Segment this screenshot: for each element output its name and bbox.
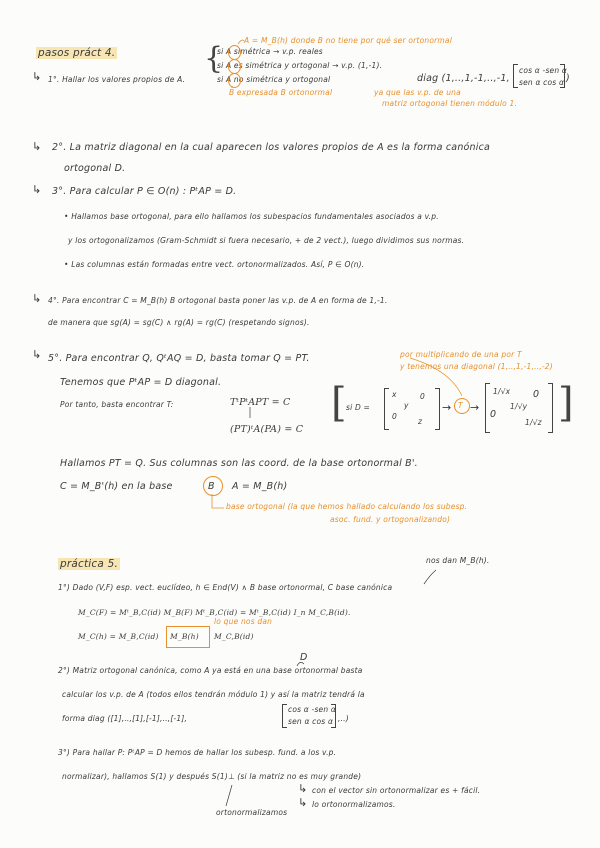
t-label: T [458,401,463,410]
note-left: B expresada B ortonormal [229,88,333,97]
note-top: A = M_B(h) donde B no tiene por qué ser ortonormal [244,36,452,45]
item2c-text: forma diag ([1],..,[1],[-1],..,[-1], [62,714,188,723]
case2-text: si A es simétrica y ortogonal → v.p. (1,-1). [217,61,383,70]
item2f-text: ,..) [338,714,349,723]
si-d-text: si D = [346,403,371,412]
t-m1: 1/√x [493,387,511,396]
step5b-text: Tenemos que PᵗAP = D diagonal. [60,377,222,388]
d-zero-a: 0 [392,412,397,421]
note3c-text: ortonormalizamos [216,808,288,817]
arrow-icon: ↳ [32,348,42,361]
item2e-text: sen α cos α [288,717,334,726]
t-zero-b: 0 [533,389,540,400]
rot-row1: cos α -sen α [519,66,568,75]
arrow-right-icon: → [442,401,452,414]
item2a-text: 2°) Matriz ortogonal canónica, como A ya está en una base ortonormal basta [58,666,363,675]
note-right1: ya que las v.p. de una [374,88,461,97]
note3b-text: lo ortonormalizamos. [312,800,396,809]
note-dan: lo que nos dan [214,617,273,626]
arrow-icon: ↳ [298,796,308,809]
d-x: x [392,390,397,399]
bullet2-text: • Las columnas están formadas entre vect. ortonormalizados. Así, P ∈ O(n). [64,260,365,269]
rot-row2: sen α cos α [519,78,565,87]
case3-text: si A no simétrica y ortogonal [217,75,331,84]
note3a-text: con el vector sin ortonormalizar es + fácil. [312,786,481,795]
pasos-heading: pasos práct 4. [38,47,116,59]
f1-text: M_C(F) = Mᵗ_B,C(id) M_B(F) Mᵗ_B,C(id) = Mᵗ_B,C(id) I_n M_C,B(id). [78,608,351,617]
d-z: z [418,417,423,426]
d-zero-b: 0 [420,392,425,401]
diag-text: diag (1,..,1,-1,..,-1, [417,73,510,84]
step1-text: 1°. Hallar los valores propios de A. [48,75,186,84]
eq-b-text: B [208,481,215,492]
d-y: y [404,401,409,410]
item1-text: 1°) Dado (V,F) esp. vect. euclídeo, h ∈ End(V) ∧ B base ortonormal, C base canónica [58,583,393,592]
case1-text: si A simétrica → v.p. reales [217,47,323,56]
arrow-icon: ↳ [32,183,42,196]
item2d-text: cos α -sen α [288,705,337,714]
f2c-text: M_C,B(id) [214,632,254,641]
t-zero-a: 0 [490,409,497,420]
bullet1a-text: • Hallamos base ortogonal, para ello hallamos los subespacios fundamentales asociados a v.p. [64,212,439,221]
left-brace-icon: { [204,41,224,76]
arrow-icon: ↳ [32,140,42,153]
note-right2: matriz ortogonal tienen módulo 1. [382,99,518,108]
t-m2: 1/√y [510,402,528,411]
f2b-text: M_B(h) [170,632,199,641]
arrow-icon: ↳ [32,70,42,83]
step3-text: 3°. Para calcular P ∈ O(n) : PᵗAP = D. [52,186,237,197]
arrow-icon: ↳ [32,292,42,305]
eq-c-text: C = M_B'(h) en la base [60,481,173,492]
eq-pt-text: Hallamos PT = Q. Sus columnas son las coord. de la base ortonormal B'. [60,458,418,469]
step2-text: 2°. La matriz diagonal en la cual aparecen los valores propios de A es la forma canónica [52,142,491,153]
d-label: D [300,652,308,663]
f2a-text: M_C(h) = M_B,C(id) [78,632,159,641]
bullet1b-text: y los ortogonalizamos (Gram-Schmidt si fuera necesario, + de 2 vect.), luego dividimos sus normas. [68,236,465,245]
step5c-text: Por tanto, basta encontrar T: [60,400,174,409]
step4b-text: de manera que sg(A) = sg(C) ∧ rg(A) = rg(C) (respetando signos). [48,318,310,327]
arrow-right-icon: → [470,401,480,414]
eq1-text: TᵗPᵗAPT = C [230,397,291,408]
rot-close: ) [566,73,570,84]
note5a-text: por multiplicando de una por T [400,350,522,359]
note5b-text: y tenemos una diagonal (1,..,1,-1,..,-2) [400,362,553,371]
eq2-text: (PT)ᵗA(PA) = C [230,424,304,435]
note-mb: nos dan M_B(h). [426,556,490,565]
right-bracket-icon: ] [558,380,574,426]
step5-text: 5°. Para encontrar Q, QᵗAQ = D, basta tomar Q = PT. [48,353,310,364]
note-base2: asoc. fund. y ortogonalizando) [330,515,451,524]
eq-a-text: A = M_B(h) [232,481,288,492]
item3b-text: normalizar), hallamos S(1) y después S(1)⊥ (si la matriz no es muy grande) [62,772,362,781]
step4a-text: 4°. Para encontrar C = M_B(h) B ortogonal basta poner las v.p. de A en forma de 1,-1. [48,296,388,305]
t-m3: 1/√z [525,418,542,427]
step2b-text: ortogonal D. [64,163,126,174]
item2b-text: calcular los v.p. de A (todos ellos tendrán módulo 1) y así la matriz tendrá la [62,690,365,699]
item3a-text: 3°) Para hallar P: PᵗAP = D hemos de hallar los subesp. fund. a los v.p. [58,748,337,757]
note-base1: base ortogonal (la que hemos hallado calculando los subesp. [226,502,468,511]
left-bracket-icon: [ [331,380,347,426]
arrow-icon: ↳ [298,782,308,795]
practica5-heading: práctica 5. [60,558,118,570]
